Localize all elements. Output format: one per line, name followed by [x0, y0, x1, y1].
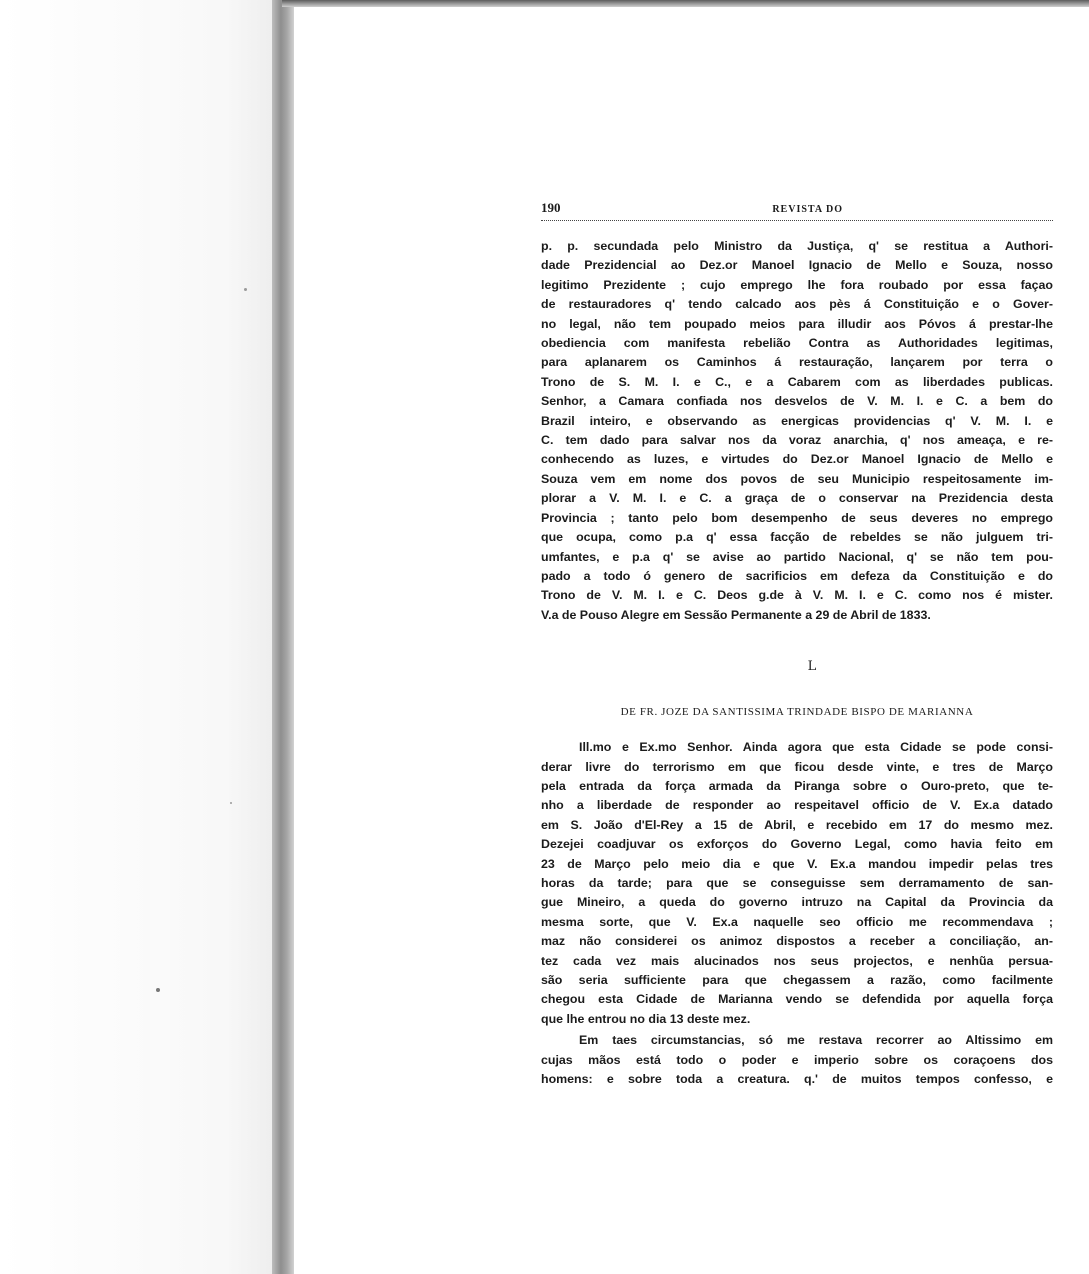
- text-line: maz não considerei os animoz dispostos a receber a conciliação, an-: [541, 934, 1053, 949]
- running-title: REVISTA DO: [772, 204, 843, 215]
- text-line: obediencia com manifesta rebelião Contra as Authoridades legitimas,: [541, 336, 1053, 351]
- text-line: Em taes circumstancias, só me restava recorrer ao Altissimo em: [579, 1033, 1053, 1048]
- text-line: para aplanarem os Caminhos á restauração, lançarem por terra o: [541, 355, 1053, 370]
- text-line: Souza vem em nome dos povos de seu Municipio respeitosamente im-: [541, 471, 1053, 486]
- text-line: em S. João d'El-Rey a 15 de Abril, e recebido em 17 do mesmo mez.: [541, 817, 1053, 832]
- text-line: homens: e sobre toda a creatura. q.' de muitos tempos confesso, e: [541, 1072, 1053, 1087]
- section-title: DE FR. JOZE DA SANTISSIMA TRINDADE BISPO DE MARIANNA: [620, 706, 974, 719]
- text-line: conhecendo as luzes, e virtudes do Dez.or Manoel Ignacio de Mello e: [541, 452, 1053, 467]
- text-line: V.a de Pouso Alegre em Sessão Permanente a 29 de Abril de 1833.: [541, 607, 931, 622]
- text-line: nho a liberdade de responder ao respeitavel officio de V. Ex.a datado: [541, 798, 1053, 813]
- text-line: no legal, não tem poupado meios para illudir aos Póvos á prestar-lhe: [541, 316, 1053, 331]
- text-line: tez cada vez mais alucinados nos seus projectos, e nenhũa persua-: [541, 953, 1053, 968]
- text-line: dade Prezidencial ao Dez.or Manoel Ignacio de Mello e Souza, nosso: [541, 258, 1053, 273]
- text-line: mesma sorte, que V. Ex.a naquelle seo officio me recommendava ;: [541, 914, 1053, 929]
- paper-speck: [156, 988, 160, 992]
- text-line: C. tem dado para salvar nos da voraz anarchia, q' nos ameaça, e re-: [541, 433, 1053, 448]
- text-line: 23 de Março pelo meio dia e que V. Ex.a mandou impedir pelas tres: [541, 856, 1053, 871]
- text-line: de restauradores q' tendo calcado aos pès á Constituição e o Gover-: [541, 297, 1053, 312]
- text-line: plorar a V. M. I. e C. a graça de o conservar na Prezidencia desta: [541, 491, 1053, 506]
- left-page-margin: [0, 0, 282, 1274]
- text-line: derar livre do terrorismo em que ficou desde vinte, e tres de Março: [541, 759, 1053, 774]
- text-line: Ill.mo e Ex.mo Senhor. Ainda agora que esta Cidade se pode consi-: [579, 740, 1053, 755]
- page-number: 190: [541, 200, 561, 215]
- paragraph-circumstances: [541, 1031, 1053, 1089]
- running-header: [541, 200, 1053, 221]
- text-line: horas da tarde; para que se conseguisse sem derramamento de san-: [541, 875, 1053, 890]
- paper-speck: [244, 288, 247, 291]
- text-line: que lhe entrou no dia 13 deste mez.: [541, 1011, 751, 1026]
- text-line: Brazil inteiro, e observando as energicas providencias q' V. M. I. e: [541, 413, 1053, 428]
- text-line: pado a todo ó genero de sacrificios em defeza da Constituição e do: [541, 568, 1053, 583]
- section-number: L: [807, 659, 817, 675]
- text-line: Provincia ; tanto pelo bom desempenho de seus deveres no emprego: [541, 510, 1053, 525]
- text-line: Trono de V. M. I. e C. Deos g.de à V. M. I. e C. como nos é mister.: [541, 588, 1053, 603]
- text-line: Trono de S. M. I. e C., e a Cabarem com as liberdades publicas.: [541, 374, 1053, 389]
- text-line: chegou esta Cidade de Marianna vendo se defendida por aquella força: [541, 992, 1053, 1007]
- text-line: Dezejei coadjuvar os exforços do Governo Legal, como havia feito em: [541, 837, 1053, 852]
- text-line: que ocupa, como p.a q' essa facção de rebeldes se não julguem tri-: [541, 530, 1053, 545]
- document-page: [541, 200, 1053, 1089]
- paragraph-letter: [541, 738, 1053, 1029]
- text-line: p. p. secundada pelo Ministro da Justiça, q' se restitua a Authori-: [541, 239, 1053, 253]
- page-top-edge: [282, 0, 1089, 7]
- text-line: Senhor, a Camara confiada nos desvelos de V. M. I. e C. a bem do: [541, 394, 1053, 409]
- text-line: pela entrada da força armada da Piranga sobre o Ouro-preto, que te-: [541, 778, 1053, 793]
- text-line: legitimo Prezidente ; cujo emprego lhe fora roubado por essa façao: [541, 277, 1053, 292]
- text-line: são seria sufficiente para que chegassem a razão, como facilmente: [541, 973, 1053, 987]
- paper-speck: [230, 802, 232, 804]
- text-line: gue Mineiro, a queda do governo intruzo na Capital da Provincia da: [541, 895, 1053, 910]
- text-line: cujas mãos está todo o poder e imperio sobre os coraçoens dos: [541, 1052, 1053, 1067]
- text-line: umfantes, e p.a q' se avise ao partido Nacional, q' se não tem pou-: [541, 549, 1053, 564]
- book-spine-shadow: [272, 0, 294, 1274]
- paragraph-petition: [541, 237, 1053, 625]
